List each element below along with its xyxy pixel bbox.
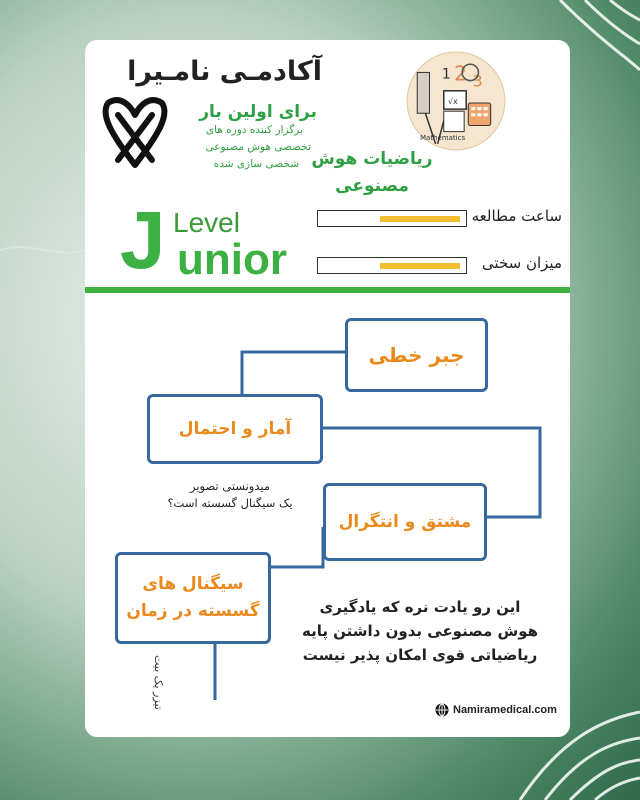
mathematics-caption: Mathematics xyxy=(420,134,466,142)
globe-icon xyxy=(435,703,449,717)
study-hours-label: ساعت مطالعه xyxy=(471,207,562,225)
subject-title-line2: مصنوعی xyxy=(335,176,409,196)
info-card xyxy=(85,40,570,737)
roadmap-box-discrete-signals xyxy=(115,552,271,644)
level-initial: J xyxy=(120,195,166,286)
level-word: Level xyxy=(173,207,240,238)
tagline-line1: برگزار کننده دوره های xyxy=(205,124,303,136)
svg-text:√x: √x xyxy=(447,96,458,107)
svg-text:1: 1 xyxy=(441,66,451,83)
svg-text:2: 2 xyxy=(453,61,467,86)
svg-text:3: 3 xyxy=(472,71,483,91)
reminder-note-line3: ریاضیاتی قوی امکان پذیر نیست xyxy=(302,646,538,664)
website-link[interactable] xyxy=(435,703,557,717)
reminder-note xyxy=(275,595,565,667)
roadmap-box-calculus-label: مشتق و انتگرال xyxy=(338,512,472,532)
roadmap-box-calculus xyxy=(323,483,487,561)
roadmap-box-statistics xyxy=(147,394,323,464)
website-url[interactable]: Namiramedical.com xyxy=(453,704,557,716)
reminder-note-line1: این رو یادت نره که یادگیری xyxy=(319,598,521,616)
roadmap-vertical-label: تیزر یک بیت xyxy=(152,655,165,710)
tagline-headline: برای اولین بار xyxy=(199,102,317,122)
roadmap-box-statistics-label: آمار و احتمال xyxy=(178,419,292,439)
roadmap-box-discrete-signals-line2: گسسته در زمان xyxy=(126,601,260,621)
tagline-line3: شخصی سازی شده xyxy=(213,158,299,170)
tagline-line2: تخصصی هوش مصنوعی xyxy=(205,141,311,153)
roadmap-question-line1: میدونستی تصویر xyxy=(189,479,271,493)
roadmap-box-discrete-signals-line1: سیگنال های xyxy=(142,574,244,594)
difficulty-label: میزان سختی xyxy=(481,254,562,272)
roadmap-box-linear-algebra-label: جبر خطی xyxy=(368,343,465,367)
level-name: unior xyxy=(177,235,287,284)
roadmap-question xyxy=(145,478,315,512)
subject-title-line1: ریاضیات هوش xyxy=(311,149,433,169)
roadmap-box-linear-algebra xyxy=(345,318,488,392)
academy-title: آکادمـی نامـیرا xyxy=(127,56,322,87)
roadmap-question-line2: یک سیگنال گسسته است؟ xyxy=(167,496,293,510)
reminder-note-line2: هوش مصنوعی بدون داشتن پایه xyxy=(301,622,539,640)
